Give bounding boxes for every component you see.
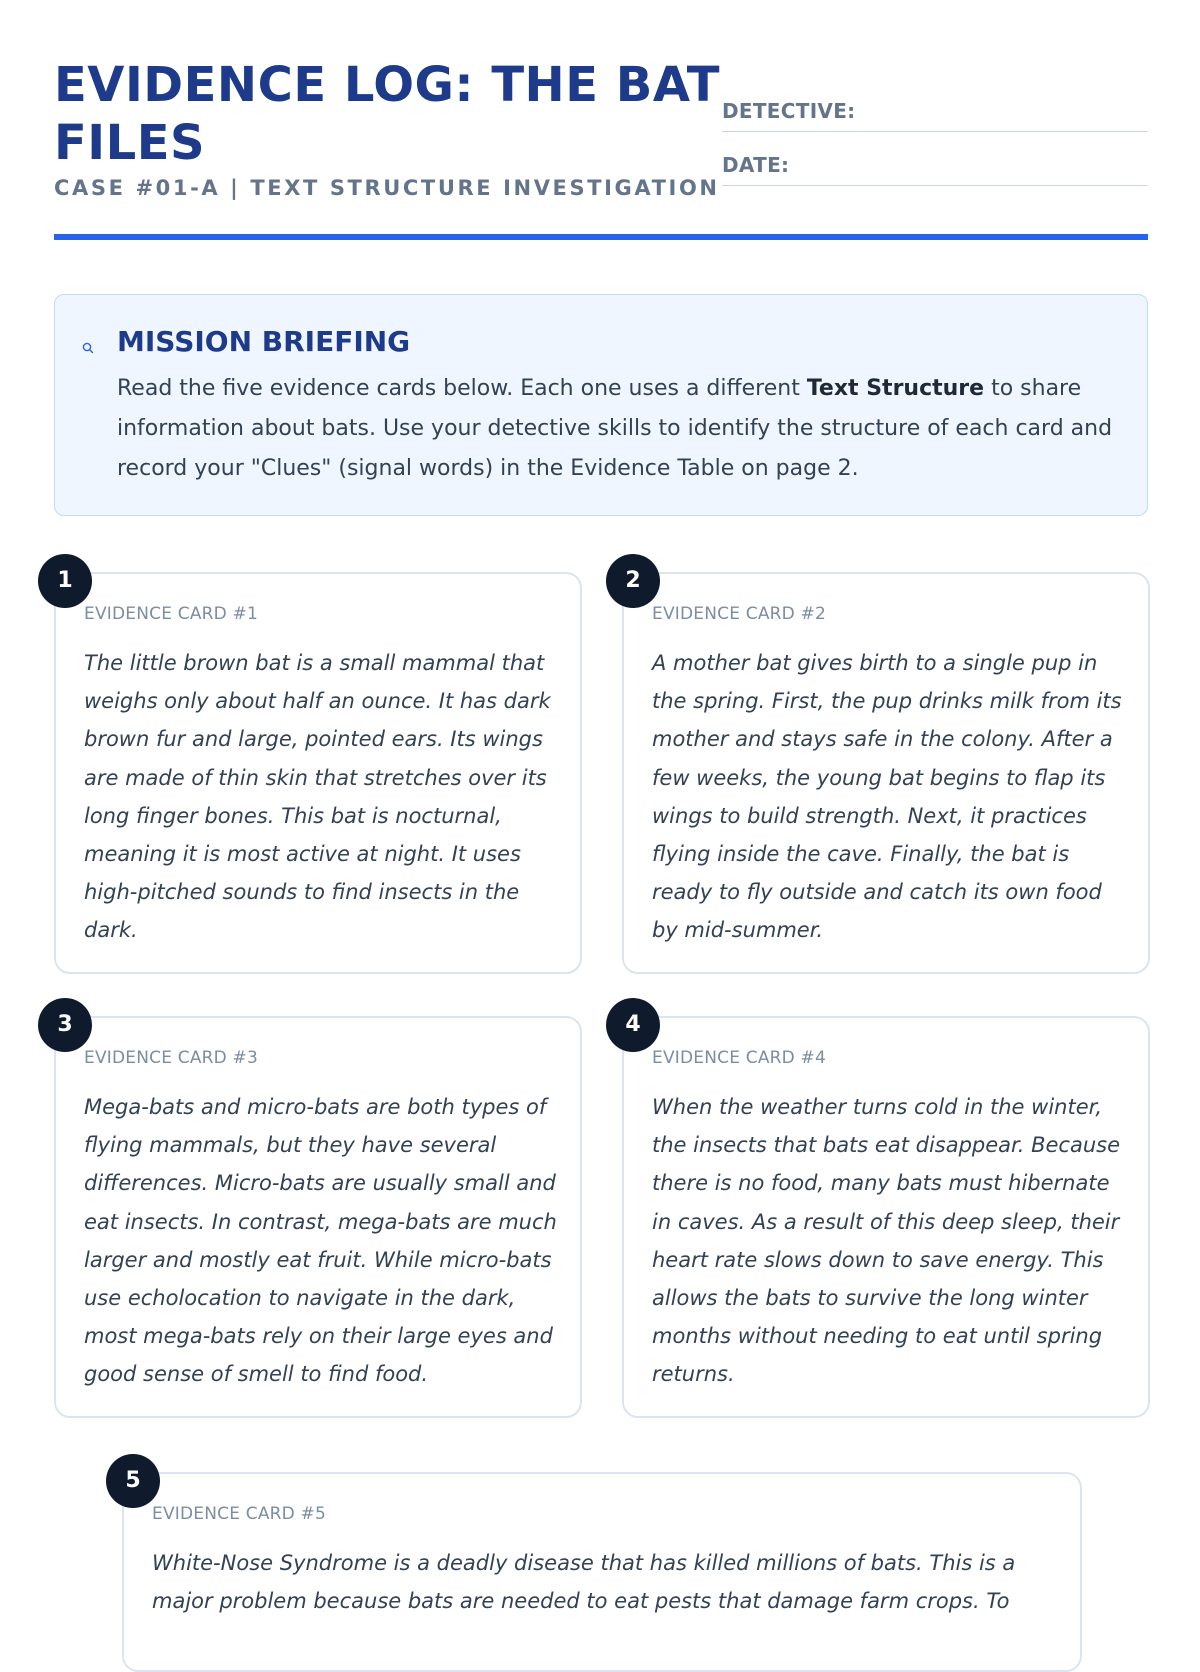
student-fields (722, 78, 1148, 186)
card-number-badge: 5 (106, 1454, 160, 1508)
card-label: EVIDENCE CARD #1 (84, 604, 259, 624)
briefing-text-end: to share information about bats. Use your detective skills to identify the structure of each card and record your "Clues" (signal words) in the Evidence Table on page 2. (117, 376, 1113, 481)
card-number-badge: 3 (38, 998, 92, 1052)
card-text: White-Nose Syndrome is a deadly disease that has killed millions of bats. This is a major problem because bats are needed to eat pests that damage farm crops. To (152, 1551, 1016, 1614)
evidence-card-2 (622, 568, 1150, 974)
header (54, 52, 1148, 242)
date-label: DATE: (722, 153, 790, 177)
detective-label: DETECTIVE: (722, 99, 856, 123)
page-title: EVIDENCE LOG: THE BAT FILES (54, 57, 720, 171)
card-number-badge: 1 (38, 554, 92, 608)
evidence-card-1 (54, 568, 582, 974)
card-label: EVIDENCE CARD #5 (152, 1504, 327, 1524)
search-icon (81, 341, 95, 355)
card-text: A mother bat gives birth to a single pup in the spring. First, the pup drinks milk from its mother and stays safe in the colony. After a few weeks, the young bat begins to flap its wings to build strength. Next, it practices flying inside the cave. Finally, the bat is ready to fly outside and catch its own food by mid-summer. (652, 651, 1122, 943)
briefing-text-bold: Text Structure (806, 376, 985, 401)
briefing-text (117, 369, 1117, 489)
date-field[interactable] (722, 132, 1148, 186)
evidence-card-5 (122, 1468, 1082, 1672)
card-label: EVIDENCE CARD #3 (84, 1048, 259, 1068)
evidence-card-3 (54, 1012, 582, 1418)
card-text: When the weather turns cold in the winter, the insects that bats eat disappear. Because there is no food, many bats must hibernate in caves. As a result of this deep sleep, their heart rate slows down to save energy. This allows the bats to survive the long winter months without needing to eat until spring returns. (652, 1095, 1120, 1387)
header-divider (54, 234, 1148, 240)
evidence-card-4 (622, 1012, 1150, 1418)
card-label: EVIDENCE CARD #4 (652, 1048, 827, 1068)
case-subtitle: CASE #01-A | TEXT STRUCTURE INVESTIGATION (54, 176, 720, 200)
detective-field[interactable] (722, 78, 1148, 132)
card-number-badge: 2 (606, 554, 660, 608)
card-number-badge: 4 (606, 998, 660, 1052)
card-text: The little brown bat is a small mammal that weighs only about half an ounce. It has dark brown fur and large, pointed ears. Its wings are made of thin skin that stretches over its long finger bones. This bat is nocturnal, meaning it is most active at night. It uses high-pitched sounds to find insects in the dark. (84, 651, 551, 943)
card-label: EVIDENCE CARD #2 (652, 604, 827, 624)
card-text: Mega-bats and micro-bats are both types of flying mammals, but they have several differences. Micro-bats are usually small and eat insects. In contrast, mega-bats are much larger and mostly eat fruit. While micro-bats use echolocation to navigate in the dark, most mega-bats rely on their large eyes and good sense of smell to find food. (84, 1095, 557, 1387)
mission-briefing (54, 294, 1148, 516)
briefing-heading: MISSION BRIEFING (117, 325, 411, 358)
briefing-text-start: Read the five evidence cards below. Each one uses a different (117, 376, 807, 401)
